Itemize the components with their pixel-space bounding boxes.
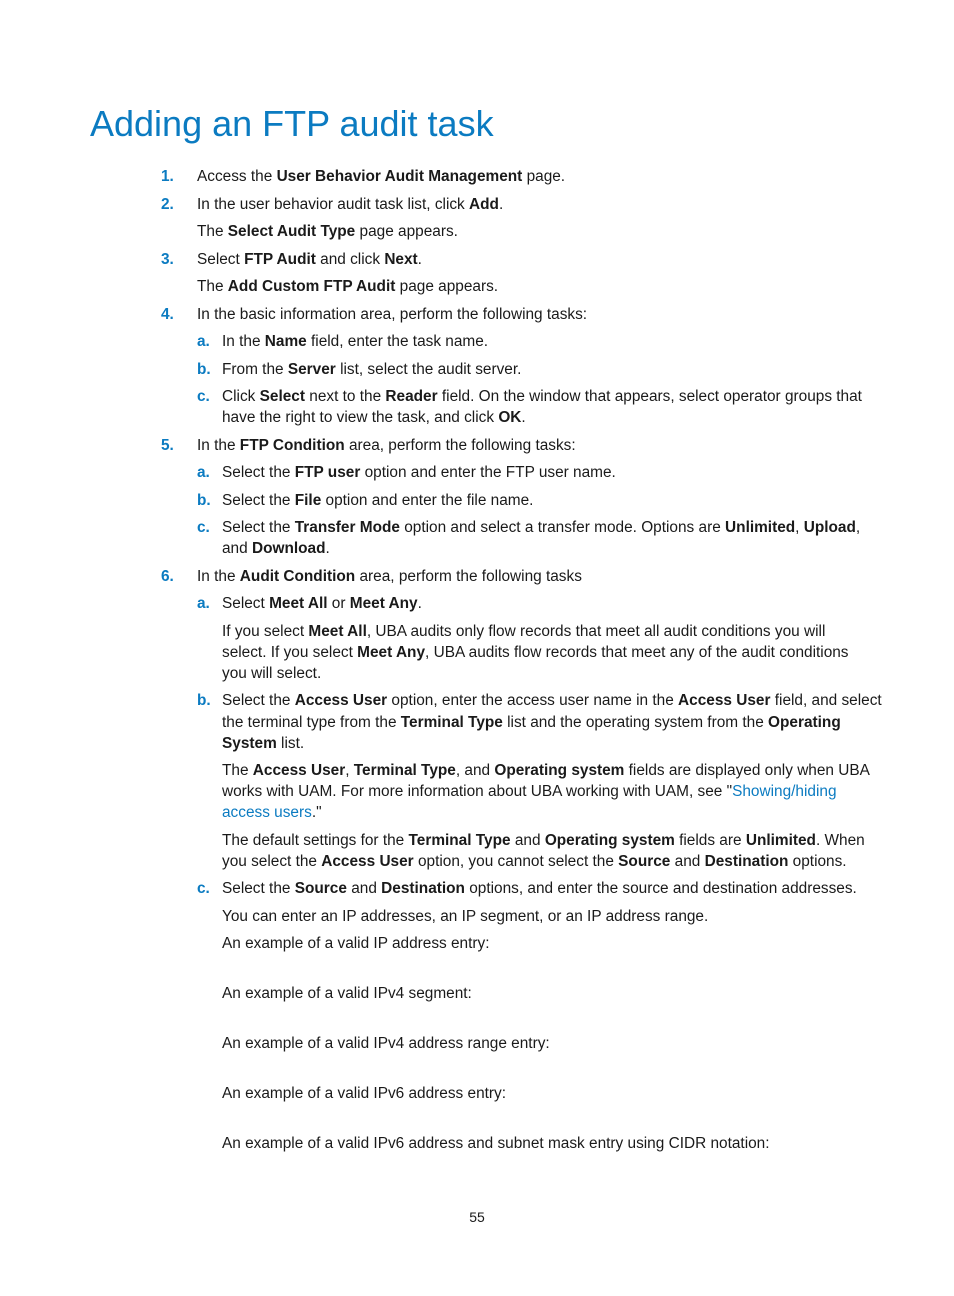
note-line: An example of a valid IPv6 address entry: (222, 1085, 507, 1102)
substep-letter: b. (197, 692, 211, 709)
substep-text: Select the Transfer Mode option and select a transfer mode. Options are Unlimited, Upload, (222, 519, 861, 536)
note-line: you will select. (222, 665, 322, 682)
step-text: Access the User Behavior Audit Management page. (197, 168, 566, 185)
substep-text: Click Select next to the Reader field. On the window that appears, select operator groups that (222, 388, 862, 405)
substep-text-cont: the terminal type from the Terminal Type list and the operating system from the Operating (222, 714, 841, 731)
access-users-link[interactable]: access users (222, 804, 312, 821)
substep-letter: c. (197, 388, 210, 405)
step-number: 4. (161, 306, 174, 323)
step-text: In the FTP Condition area, perform the following tasks: (197, 437, 576, 454)
note-line: access users." (222, 804, 322, 821)
substep-text: In the Name field, enter the task name. (222, 333, 489, 350)
note-line: An example of a valid IPv4 address range entry: (222, 1035, 550, 1052)
note-line: An example of a valid IPv4 segment: (222, 985, 472, 1002)
substep-text-cont: have the right to view the task, and click OK. (222, 409, 526, 426)
step-text: In the user behavior audit task list, click Add. (197, 196, 504, 213)
step-text: In the Audit Condition area, perform the following tasks (197, 568, 582, 585)
note-line: An example of a valid IP address entry: (222, 935, 490, 952)
note-line: The Access User, Terminal Type, and Operating system fields are displayed only when UBA (222, 762, 870, 779)
substep-text: Select the Source and Destination options, and enter the source and destination addresses. (222, 880, 857, 897)
note-line: You can enter an IP addresses, an IP segment, or an IP address range. (222, 908, 709, 925)
step-number: 5. (161, 437, 174, 454)
substep-letter: a. (197, 333, 210, 350)
note-line: you select the Access User option, you cannot select the Source and Destination options. (222, 853, 847, 870)
substep-letter: b. (197, 492, 211, 509)
substep-letter: a. (197, 464, 210, 481)
page-number: 55 (469, 1209, 485, 1225)
note-line: If you select Meet All, UBA audits only flow records that meet all audit conditions you will (222, 623, 826, 640)
substep-text-cont: System list. (222, 735, 305, 752)
showing-hiding-link[interactable]: Showing/hiding (732, 783, 837, 800)
note-line: The default settings for the Terminal Type and Operating system fields are Unlimited. When (222, 832, 865, 849)
substep-text: Select the FTP user option and enter the FTP user name. (222, 464, 616, 481)
step-text: Select FTP Audit and click Next. (197, 251, 422, 268)
note-line: works with UAM. For more information about UBA working with UAM, see "Showing/hiding (222, 783, 837, 800)
step-number: 3. (161, 251, 174, 268)
step-note: The Add Custom FTP Audit page appears. (197, 278, 499, 295)
page-title: Adding an FTP audit task (90, 103, 494, 144)
step-number: 1. (161, 168, 174, 185)
note-line: select. If you select Meet Any, UBA audits flow records that meet any of the audit conditions (222, 644, 849, 661)
step-text: In the basic information area, perform the following tasks: (197, 306, 588, 323)
substep-text: Select the File option and enter the file name. (222, 492, 534, 509)
step-number: 2. (161, 196, 174, 213)
substep-letter: c. (197, 880, 210, 897)
substep-text: From the Server list, select the audit server. (222, 361, 522, 378)
substep-letter: c. (197, 519, 210, 536)
substep-text-cont: and Download. (222, 540, 330, 557)
step-number: 6. (161, 568, 174, 585)
note-line: An example of a valid IPv6 address and subnet mask entry using CIDR notation: (222, 1135, 770, 1152)
step-note: The Select Audit Type page appears. (197, 223, 458, 240)
substep-letter: b. (197, 361, 211, 378)
substep-text: Select Meet All or Meet Any. (222, 595, 422, 612)
substep-letter: a. (197, 595, 210, 612)
substep-text: Select the Access User option, enter the access user name in the Access User field, and select (222, 692, 882, 709)
